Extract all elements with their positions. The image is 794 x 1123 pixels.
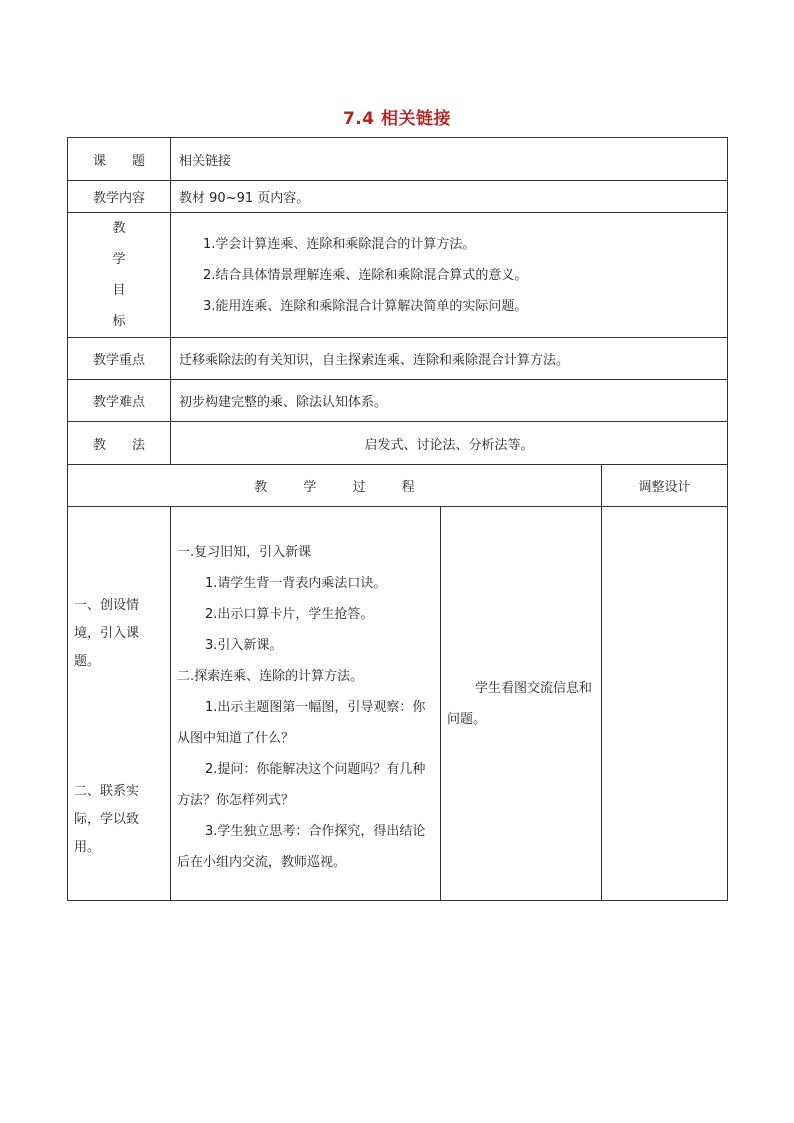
step-item: 3.学生独立思考：合作探究，得出结论后在小组内交流，教师巡视。 [177, 824, 426, 870]
row-topic [68, 138, 728, 181]
row-methods [68, 422, 728, 465]
content-value: 教材 90~91 页内容。 [171, 181, 728, 213]
lesson-plan-table [67, 137, 728, 901]
adjust-column [602, 507, 728, 901]
goals-label: 教 学 目 标 [68, 213, 171, 338]
content-label: 教学内容 [68, 181, 171, 213]
topic-value: 相关链接 [171, 138, 728, 181]
row-goals [68, 213, 728, 338]
adjust-header: 调整设计 [602, 465, 728, 507]
phase-2: 二、联系实际，学以致用。 [74, 784, 140, 855]
steps-column [171, 507, 441, 901]
key-points-value: 迁移乘除法的有关知识，自主探索连乘、连除和乘除混合计算方法。 [171, 338, 728, 380]
row-process-header [68, 465, 728, 507]
step-item: 2.提问：你能解决这个问题吗？有几种方法？你怎样列式？ [177, 762, 426, 808]
step-item: 1.请学生背一背表内乘法口诀。 [205, 576, 387, 591]
phase-column [68, 507, 171, 901]
phase-1: 一、创设情境，引入课题。 [74, 598, 140, 669]
row-difficulties [68, 380, 728, 422]
difficulties-label: 教学难点 [68, 380, 171, 422]
student-activity: 学生看图交流信息和问题。 [441, 507, 602, 901]
key-points-label: 教学重点 [68, 338, 171, 380]
goal-item: 2.结合具体情景理解连乘、连除和乘除混合算式的意义。 [203, 267, 528, 283]
row-process-body [68, 507, 728, 901]
methods-value: 启发式、讨论法、分析法等。 [171, 422, 728, 465]
step-item: 3.引入新课。 [205, 638, 283, 653]
topic-label: 课 题 [68, 138, 171, 181]
step-item: 二.探索连乘、连除的计算方法。 [177, 669, 364, 684]
goal-item: 3.能用连乘、连除和乘除混合计算解决简单的实际问题。 [203, 298, 528, 314]
row-key-points [68, 338, 728, 380]
goals-list [171, 213, 728, 338]
methods-label: 教 法 [68, 422, 171, 465]
difficulties-value: 初步构建完整的乘、除法认知体系。 [171, 380, 728, 422]
process-header: 教 学 过 程 [68, 465, 602, 507]
step-item: 1.出示主题图第一幅图，引导观察：你从图中知道了什么？ [177, 700, 426, 746]
step-item: 2.出示口算卡片，学生抢答。 [205, 607, 374, 622]
document-title: 7.4 相关链接 [342, 109, 452, 129]
step-item: 一.复习旧知，引入新课 [177, 545, 312, 560]
goal-item: 1.学会计算连乘、连除和乘除混合的计算方法。 [203, 236, 476, 252]
row-content [68, 181, 728, 213]
